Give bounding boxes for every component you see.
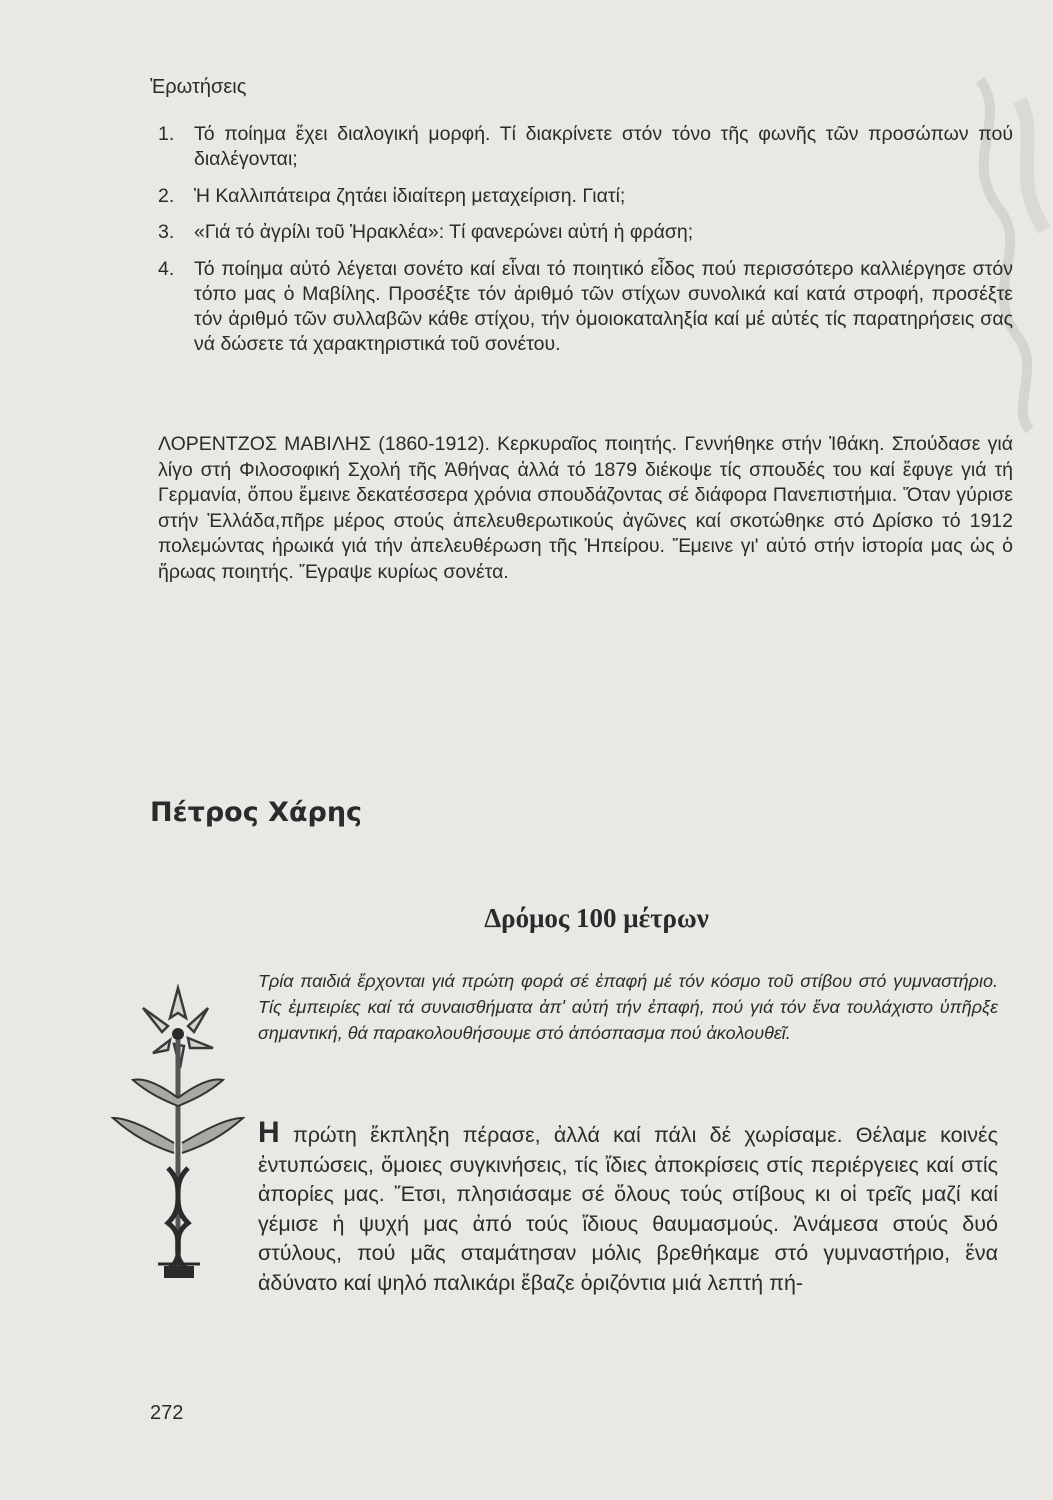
author-biography: ΛΟΡΕΝΤΖΟΣ ΜΑΒΙΛΗΣ (1860-1912). Κερκυραῖος ποιητής. Γεννήθηκε στήν Ἰθάκη. Σπούδασε γιά λίγο στή Φιλοσοφική Σχολή τῆς Ἀθήνας ἀλλά τό 1879 διέκοψε τίς σπουδές του καί ἔφυγε γιά τή Γερμανία, ὅπου ἔμεινε δεκατέσσερα χρόνια σπουδάζοντας σέ διάφορα Πανεπιστήμια. Ὅταν γύρισε στήν Ἑλλάδα,πῆρε μέρος στούς ἀπελευθερωτικούς ἀγῶνες καί σκοτώθηκε στό Δρίσκο τό 1912 πολεμώντας ἡρωικά γιά τήν ἀπελευθέρωση τῆς Ἠπείρου. Ἔμεινε γι' αὐτό στήν ἱστορία μας ὡς ὁ ἥρωας ποιητής. Ἔγραψε κυρίως σονέτα.: [158, 433, 1013, 583]
question-item: [158, 220, 1013, 245]
question-text: «Γιά τό ἀγρίλι τοῦ Ἡρακλέα»: Τί φανερώνει αὐτή ἡ φράση;: [194, 221, 694, 243]
question-text: Ἡ Καλλιπάτειρα ζητάει ἰδιαίτερη μεταχείριση. Γιατί;: [194, 185, 626, 207]
page-number: 272: [150, 1402, 184, 1424]
author-name: Πέτρος Χάρης: [150, 797, 363, 828]
body-text: πρώτη ἔκπληξη πέρασε, ἀλλά καί πάλι δέ χωρίσαμε. Θέλαμε κοινές ἐντυπώσεις, ὅμοιες συγκινήσεις, τίς ἴδιες ἀποκρίσεις στίς περιέργειες καί στίς ἀπορίες μας. Ἔτσι, πλησιάσαμε σέ ὅλους τούς στίβους κι οἱ τρεῖς μαζί καί γέμισε ἡ ψυχή μας ἀπό τούς ἴδιους θαυμασμούς. Ἀνάμεσα στούς δυό στύλους, πού μᾶς σταμάτησαν μόλις βρεθήκαμε στό γυμναστήριο, ἕνα ἀδύνατο καί ψηλό παλικάρι ἔβαζε ὁριζόντια μιά λεπτή πή-: [258, 1123, 998, 1295]
intro-paragraph: Τρία παιδιά ἔρχονται γιά πρώτη φορά σέ ἐπαφή μέ τόν κόσμο τοῦ στίβου στό γυμναστήριο. Τίς ἐμπειρίες καί τά συναισθήματα ἀπ' αὐτή τήν ἐπαφή, πού γιά τόν ἕνα τουλάχιστο ὑπῆρξε σημαντική, θά παρακολουθήσουμε στό ἀπόσπασμα πού ἀκολουθεῖ.: [258, 971, 998, 1043]
question-number: 2.: [158, 185, 175, 207]
question-item: [158, 184, 1013, 209]
flower-icon: [108, 968, 248, 1293]
question-item: [158, 122, 1013, 172]
question-item: [158, 257, 1013, 357]
question-number: 1.: [158, 123, 175, 145]
question-number: 4.: [158, 258, 175, 280]
body-paragraph: [258, 1118, 998, 1298]
question-number: 3.: [158, 221, 175, 243]
page-title: Δρόμος 100 μέτρων: [484, 903, 709, 933]
questions-heading: Ἐρωτήσεις: [150, 76, 247, 98]
bleed-through-ornament: [920, 60, 1053, 440]
question-text: Τό ποίημα αὐτό λέγεται σονέτο καί εἶναι τό ποιητικό εἶδος πού περισσότερο καλλιέργησε στόν τόπο μας ὁ Μαβίλης. Προσέξτε τόν ἀριθμό τῶν στίχων συνολικά καί κατά στροφή, προσέξτε τόν ἀριθμό τῶν συλλαβῶν κάθε στίχου, τήν ὁμοιοκαταληξία καί μέ αὐτές τίς παρατηρήσεις σας νά δώσετε τά χαρακτηριστικά τοῦ σονέτου.: [194, 258, 1013, 355]
drop-cap: Η: [258, 1116, 280, 1149]
question-text: Τό ποίημα ἔχει διαλογική μορφή. Τί διακρίνετε στόν τόνο τῆς φωνῆς τῶν προσώπων πού διαλέγονται;: [194, 123, 1013, 170]
